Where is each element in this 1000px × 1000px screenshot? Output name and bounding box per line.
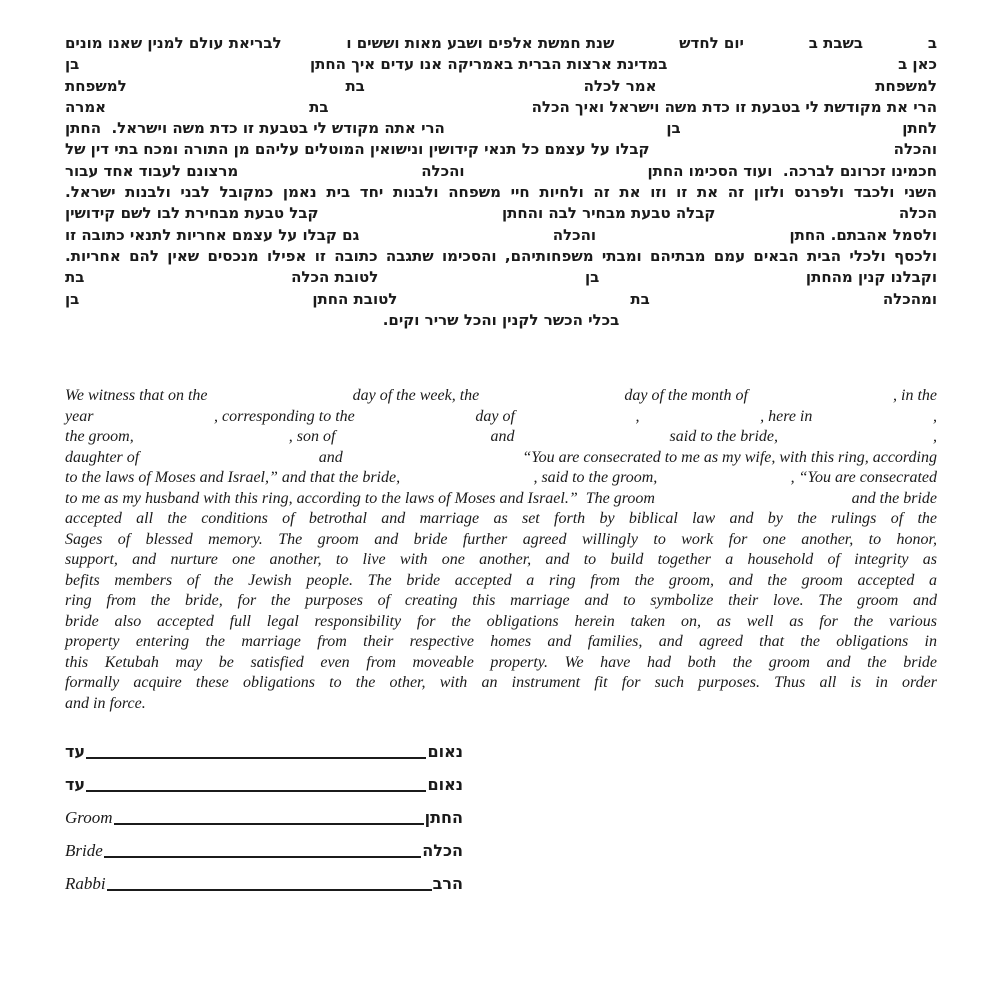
hebrew-text-segment: בת (345, 76, 365, 95)
english-text-segment: , (933, 428, 938, 445)
hebrew-text-segment: קבלו על עצמם כל תנאי קידושין ונישואין המוטלים עליהם מן התורה ומכח בתי דין של (65, 140, 650, 159)
signature-label-witness-2-left: עד (65, 775, 86, 794)
hebrew-text-segment: כאן ב (898, 55, 937, 74)
hebrew-text-segment: מרצונם לעבוד אחד עבור (65, 161, 239, 180)
hebrew-text-segment: אמר לכלה (583, 76, 657, 95)
hebrew-text-segment: לטובת הכלה (291, 268, 379, 287)
english-text-segment: day of the month of (624, 387, 748, 404)
signature-label-witness-1-left: עד (65, 742, 86, 761)
hebrew-line-1 (65, 33, 937, 54)
english-line-4 (65, 448, 937, 469)
english-line-11 (65, 591, 937, 612)
english-text-segment: “You are consecrated to me as my wife, with this ring, according (522, 448, 937, 466)
signature-label-groom-left: Groom (65, 808, 113, 827)
english-text-segment: daughter of (65, 448, 140, 466)
english-text-segment: , “You are consecrated (790, 469, 937, 486)
english-line-15 (65, 673, 937, 694)
hebrew-text-segment: קבל טבעת מבחירת לבו לשם קידושין (64, 204, 319, 223)
hebrew-text-segment: הכלה (898, 204, 937, 223)
hebrew-text-segment: והכלה (893, 140, 937, 159)
hebrew-text-segment: בן (584, 268, 600, 287)
english-line-13 (65, 632, 937, 653)
hebrew-text-segment: הרי את מקודשת לי בטבעת זו כדת משה וישראל ואיך הכלה (531, 97, 937, 116)
signature-row-witness-1 (65, 740, 463, 762)
signature-line (114, 823, 424, 825)
hebrew-text-segment: בת (64, 268, 85, 287)
english-text-segment: formally acquire these obligations to the other, with an instrument fit for such purposes. Thus all is in order (65, 674, 937, 691)
hebrew-text-segment: השני ולכבד ולפרנס ולזון זה את זו וזו את זה ולחיות חיי משפחה ולבנות יחד בית נאמן כמקובל לבני ולבנות ישראל. (65, 183, 937, 202)
english-text-segment: Sages of blessed memory. The groom and bride further agreed willingly to work for one another, to honor, (65, 530, 937, 548)
hebrew-text-segment: גם קבלו על עצמם אחריות לתנאי כתובה זו (64, 225, 360, 244)
hebrew-text-segment: וקבלנו קנין מהחתן (805, 268, 937, 287)
hebrew-text-segment: הרי אתה מקודש לי בטבעת זו כדת משה וישראל. החתן (65, 119, 445, 138)
english-text-segment: and the bride (851, 489, 937, 507)
english-line-12 (65, 612, 937, 633)
hebrew-text-segment: למשפחת (64, 76, 127, 95)
english-text-segment: this Ketubah may be satisfied even from moveable property. We have had both the groom and the bride (65, 653, 937, 671)
english-text-segment: ring from the bride, for the purposes of creating this marriage and to symbolize their love. The groom and (65, 592, 937, 609)
english-text-segment: property entering the marriage from their respective homes and families, and agreed that the obligations in (65, 633, 937, 650)
hebrew-line-2 (65, 54, 937, 75)
signature-label-groom-right: החתן (424, 808, 463, 827)
signature-line (107, 889, 432, 891)
english-text-segment: accepted all the conditions of betrothal and marriage as set forth by biblical law and by the rulings of the (65, 510, 937, 527)
hebrew-line-5 (65, 118, 937, 139)
hebrew-text-segment: ומהכלה (882, 289, 937, 308)
hebrew-line-10 (65, 225, 937, 246)
english-text-segment: and in force. (65, 694, 146, 712)
english-text-segment: , said to the groom, (533, 469, 658, 486)
signature-label-bride-left: Bride (65, 841, 103, 860)
hebrew-text-segment: לחתן (902, 119, 937, 138)
english-text-segment: day of the week, the (352, 387, 480, 404)
hebrew-text-segment: והכלה (421, 161, 465, 180)
english-text-segment: , son of (288, 428, 336, 445)
english-line-3 (65, 427, 937, 448)
signature-section (65, 740, 463, 905)
hebrew-text-segment: והכלה (552, 225, 597, 244)
signature-row-rabbi (65, 872, 463, 894)
hebrew-line-11 (65, 246, 937, 267)
english-line-8 (65, 530, 937, 551)
hebrew-text-segment: למשפחת (875, 76, 937, 95)
english-text-segment: , corresponding to the (214, 407, 355, 425)
english-text-segment: to the laws of Moses and Israel,” and that the bride, (65, 469, 401, 486)
hebrew-line-3 (65, 76, 937, 97)
hebrew-text-segment: חכמינו זכרונם לברכה. ועוד הסכימו החתן (647, 161, 937, 180)
signature-row-groom (65, 806, 463, 828)
signature-row-witness-2 (65, 773, 463, 795)
english-text-segment: We witness that on the (65, 387, 208, 404)
hebrew-line-4 (65, 97, 937, 118)
english-line-14 (65, 653, 937, 674)
english-text-segment: , (932, 407, 937, 425)
english-text-segment: befits members of the Jewish people. The bride accepted a ring from the groom, and the groom accepted a (65, 571, 937, 589)
english-line-10 (65, 571, 937, 592)
english-text-segment: day of (475, 407, 515, 425)
hebrew-text-segment: ולכסף ולכלי הבית הבאים עמם מבתיהם ומבתי משפחותיהם, והסכימו שתגבה כתובה זו אפילו מנכסים שאין להם אחריות. (65, 246, 937, 265)
signature-label-witness-2-right: נאום (427, 775, 463, 794)
english-text-segment: and (490, 428, 515, 445)
signature-label-rabbi-left: Rabbi (65, 874, 106, 893)
english-text-segment: , (635, 407, 640, 425)
signature-row-bride (65, 839, 463, 861)
hebrew-line-12 (65, 267, 937, 288)
hebrew-text-segment: בת (309, 97, 329, 116)
english-text-segment: , in the (893, 387, 938, 404)
hebrew-line-8 (65, 182, 937, 203)
hebrew-text-segment: לבריאת עולם למנין שאנו מונים (64, 34, 282, 52)
hebrew-text-segment: ולסמל אהבתם. החתן (789, 225, 937, 244)
english-text-segment: the groom, (65, 428, 134, 445)
hebrew-text-section (65, 33, 937, 331)
hebrew-text-segment: בן (65, 55, 80, 74)
english-text-segment: , here in (760, 407, 813, 425)
hebrew-text-segment: אמרה (64, 97, 107, 116)
signature-label-rabbi-right: הרב (432, 874, 463, 893)
english-text-section (65, 386, 937, 714)
english-line-7 (65, 509, 937, 530)
hebrew-text-segment: בשבת ב (808, 34, 864, 52)
english-text-segment: said to the bride, (669, 428, 778, 445)
hebrew-text-segment: לטובת החתן (312, 289, 398, 308)
english-line-16 (65, 694, 937, 715)
hebrew-text-segment: שנת חמשת אלפים ושבע מאות וששים ו (346, 34, 615, 52)
english-text-segment: year (65, 407, 94, 425)
english-line-5 (65, 468, 937, 489)
english-text-segment: bride also accepted full legal responsibility for the obligations herein taken on, as well as for the various (65, 612, 937, 630)
english-line-6 (65, 489, 937, 510)
hebrew-line-14 (65, 310, 937, 331)
signature-label-witness-1-right: נאום (427, 742, 463, 761)
hebrew-line-9 (65, 203, 937, 224)
english-line-1 (65, 386, 937, 407)
hebrew-text-segment: יום לחדש (679, 34, 744, 52)
hebrew-text-segment: בכלי הכשר לקנין והכל שריר וקים. (382, 310, 620, 329)
hebrew-text-segment: במדינת ארצות הברית באמריקה אנו עדים איך החתן (309, 55, 668, 74)
english-line-2 (65, 407, 937, 428)
hebrew-text-segment: בת (630, 289, 650, 308)
hebrew-line-6 (65, 139, 937, 160)
english-line-9 (65, 550, 937, 571)
english-text-segment: support, and nurture one another, to live with one another, and to build together a household of integrity as (65, 551, 937, 568)
signature-line (86, 757, 426, 759)
hebrew-line-7 (65, 161, 937, 182)
english-text-segment: to me as my husband with this ring, according to the laws of Moses and Israel.” The groom (65, 489, 655, 507)
hebrew-text-segment: קבלה טבעת מבחיר לבה והחתן (501, 204, 716, 223)
hebrew-text-segment: בן (65, 289, 80, 308)
english-text-segment: and (318, 448, 343, 466)
hebrew-text-segment: ב (927, 34, 937, 52)
signature-line (86, 790, 426, 792)
signature-label-bride-right: הכלה (422, 841, 463, 860)
hebrew-text-segment: בן (666, 119, 681, 138)
hebrew-line-13 (65, 289, 937, 310)
signature-line (104, 856, 421, 858)
